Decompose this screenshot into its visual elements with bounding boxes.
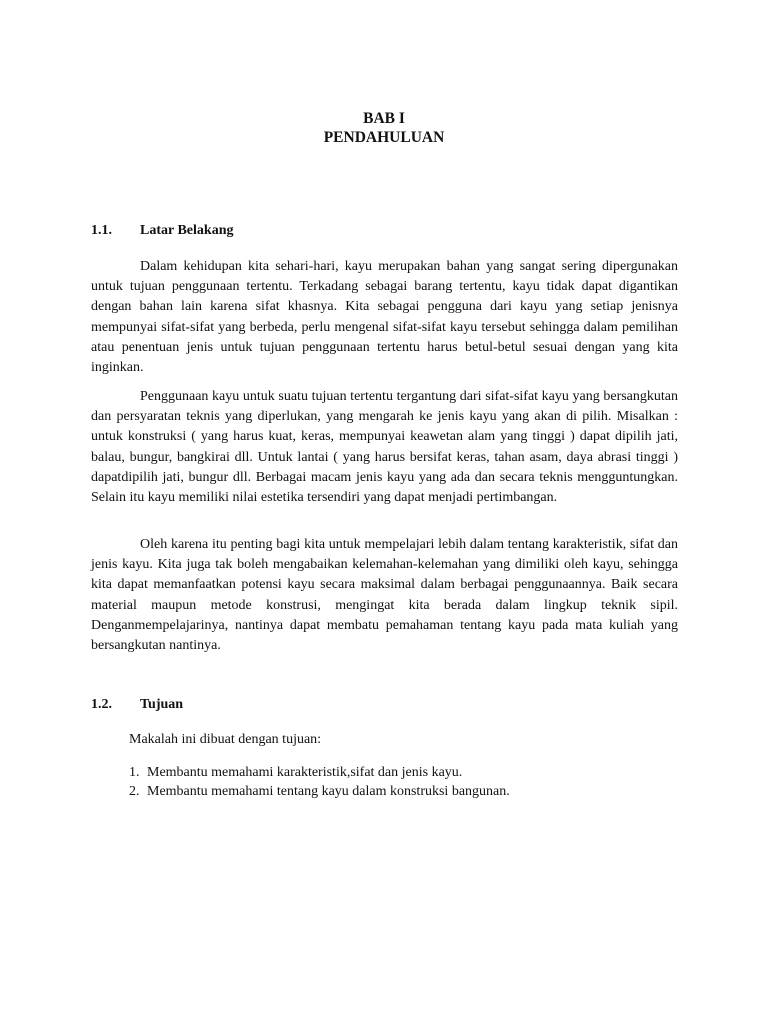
list-item-number: 1.	[129, 765, 140, 780]
section-title: Tujuan	[140, 697, 184, 712]
section-title: Latar Belakang	[140, 223, 234, 238]
list-item	[129, 782, 510, 801]
section-number: 1.2.	[91, 697, 112, 712]
paragraph: Penggunaan kayu untuk suatu tujuan tertentu tergantung dari sifat-sifat kayu yang bersangkutan dan persyaratan teknis yang diperlukan, yang mengarah ke jenis kayu yang akan di pilih. Misalkan : untuk konstruksi ( yang harus kuat, keras, mempunyai keawetan alam yang tinggi ) dapat dipilih jati, balau, bungur, bangkirai dll. Untuk lantai ( yang harus bersifat keras, tahan asam, daya abrasi tinggi ) dapatdipilih jati, bungur dll. Berbagai macam jenis kayu yang ada dan secara teknis mengguntungkan. Selain itu kayu memiliki nilai estetika tersendiri yang dapat menjadi pertimbangan.	[91, 389, 678, 506]
chapter-title: PENDAHULUAN	[323, 129, 445, 146]
chapter-number: BAB I	[363, 110, 405, 127]
list-item	[129, 763, 510, 782]
section-heading-latar-belakang	[91, 222, 233, 240]
section-heading-tujuan	[91, 696, 183, 714]
list-item-number: 2.	[129, 784, 140, 799]
paragraph: Oleh karena itu penting bagi kita untuk mempelajari lebih dalam tentang karakteristik, sifat dan jenis kayu. Kita juga tak boleh mengabaikan kelemahan-kelemahan yang dimiliki oleh kayu, sehingga kita dapat memanfaatkan potensi kayu secara maksimal dalam berbagai penggunaannya. Baik secara material maupun metode konstrusi, mengingat kita berada dalam lingkup teknik sipil. Denganmempelajarinya, nantinya dapat membatu pemahaman tentang kayu pada mata kuliah yang bersangkutan nantinya.	[91, 537, 678, 654]
objectives-intro: Makalah ini dibuat dengan tujuan:	[129, 732, 322, 747]
paragraph: Dalam kehidupan kita sehari-hari, kayu merupakan bahan yang sangat sering dipergunakan untuk tujuan penggunaan tertentu. Terkadang sebagai barang tertentu, kayu tidak dapat digantikan dengan bahan lain karena sifat khasnya. Kita sebagai pengguna dari kayu yang setiap jenisnya mempunyai sifat-sifat yang berbeda, perlu mengenal sifat-sifat kayu tersebut sehingga dalam pemilihan atau penentuan jenis untuk tujuan penggunaan tertentu harus betul-betul sesuai dengan yang kita inginkan.	[91, 259, 678, 376]
list-item-text: Membantu memahami tentang kayu dalam konstruksi bangunan.	[147, 784, 510, 799]
section-number: 1.1.	[91, 223, 112, 238]
objectives-list	[129, 763, 510, 801]
list-item-text: Membantu memahami karakteristik,sifat dan jenis kayu.	[147, 765, 463, 780]
